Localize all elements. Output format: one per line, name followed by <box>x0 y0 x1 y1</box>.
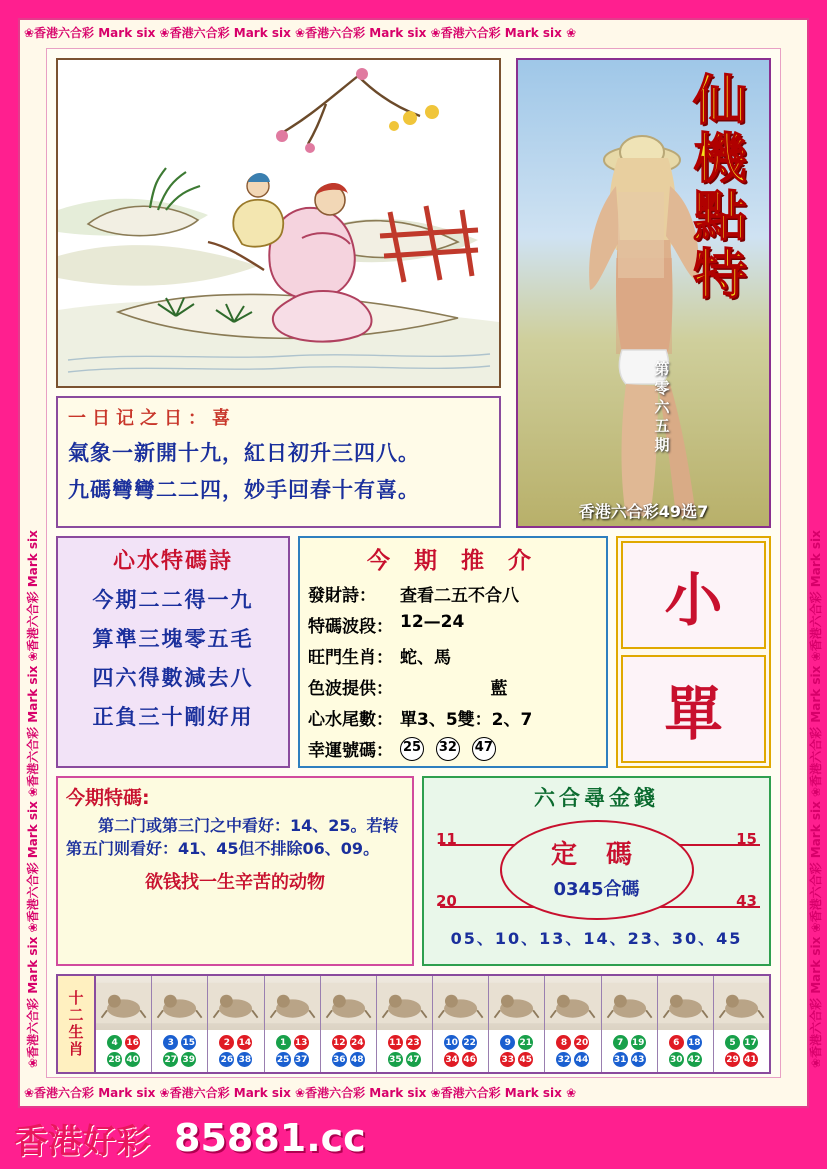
zodiac-number-ball: 1 <box>276 1035 291 1050</box>
zodiac-cell <box>545 976 601 1072</box>
zodiac-number-ball: 41 <box>743 1052 758 1067</box>
zodiac-number-ball: 9 <box>500 1035 515 1050</box>
zodiac-number-ball: 36 <box>332 1052 347 1067</box>
zodiac-numbers <box>545 1030 600 1072</box>
poster-panel <box>516 58 771 528</box>
zodiac-number-ball: 21 <box>518 1035 533 1050</box>
border-text-left: ❀香港六合彩 Mark six ❀香港六合彩 Mark six ❀香港六合彩 Mark six ❀香港六合彩 Mark six <box>26 530 40 1068</box>
zodiac-number-ball: 46 <box>462 1052 477 1067</box>
poster-footer: 香港六合彩49选7 <box>578 502 709 521</box>
lucky-ball: 47 <box>472 737 496 761</box>
zodiac-numbers <box>265 1030 320 1072</box>
zodiac-animal-icon <box>714 976 769 1030</box>
zodiac-number-row <box>725 1035 758 1050</box>
poem-line-2: 算準三塊零五毛 <box>92 627 254 651</box>
zodiac-number-row <box>332 1052 365 1067</box>
zodiac-animal-icon <box>602 976 657 1030</box>
zodiac-number-ball: 38 <box>237 1052 252 1067</box>
zodiac-cell <box>208 976 264 1072</box>
zodiac-number-row <box>276 1035 309 1050</box>
zodiac-number-ball: 11 <box>388 1035 403 1050</box>
poem-line-4: 正負三十剛好用 <box>92 705 254 729</box>
daily-verse-box <box>56 396 501 528</box>
zodiac-number-row <box>444 1035 477 1050</box>
illustration-canvas <box>58 60 499 386</box>
zodiac-number-ball: 34 <box>444 1052 459 1067</box>
special-code-box <box>56 776 414 966</box>
row-key: 特碼波段： <box>308 617 393 637</box>
zodiac-number-ball: 47 <box>406 1052 421 1067</box>
zodiac-cell <box>714 976 769 1072</box>
ink-painting-icon <box>58 60 499 386</box>
lucky-ball: 32 <box>436 737 460 761</box>
zodiac-cell <box>377 976 433 1072</box>
zodiac-cell <box>489 976 545 1072</box>
zodiac-number-ball: 37 <box>294 1052 309 1067</box>
money-box <box>422 776 771 966</box>
zodiac-number-ball: 20 <box>574 1035 589 1050</box>
zodiac-number-ball: 32 <box>556 1052 571 1067</box>
zodiac-number-ball: 19 <box>631 1035 646 1050</box>
zodiac-number-row <box>669 1052 702 1067</box>
zodiac-number-row <box>669 1035 702 1050</box>
zodiac-number-ball: 23 <box>406 1035 421 1050</box>
zodiac-number-ball: 5 <box>725 1035 740 1050</box>
zodiac-animal-icon <box>545 976 600 1030</box>
money-title: 六合尋金錢 <box>534 786 659 810</box>
zodiac-number-row <box>613 1035 646 1050</box>
row-value: 蛇、馬 <box>400 648 451 668</box>
zodiac-number-row <box>163 1035 196 1050</box>
zodiac-number-ball: 14 <box>237 1035 252 1050</box>
zodiac-number-ball: 16 <box>125 1035 140 1050</box>
border-text-top: ❀香港六合彩 Mark six ❀香港六合彩 Mark six ❀香港六合彩 Mark six ❀香港六合彩 Mark six ❀ <box>24 26 577 40</box>
zodiac-cell <box>602 976 658 1072</box>
zodiac-animal-icon <box>208 976 263 1030</box>
money-corner-bottom-left: 20 <box>436 892 457 910</box>
zodiac-number-row <box>219 1035 252 1050</box>
fixed-code-oval <box>500 820 694 920</box>
recommendation-row <box>308 674 598 699</box>
money-corner-bottom-right: 43 <box>736 892 757 910</box>
zodiac-numbers <box>489 1030 544 1072</box>
zodiac-number-ball: 48 <box>350 1052 365 1067</box>
zodiac-number-ball: 30 <box>669 1052 684 1067</box>
zodiac-number-row <box>500 1035 533 1050</box>
zodiac-number-row <box>107 1035 140 1050</box>
zodiac-animal-icon <box>152 976 207 1030</box>
poster-title: 仙機點特 <box>693 69 747 306</box>
zodiac-number-ball: 26 <box>219 1052 234 1067</box>
small-label: 小 <box>621 541 766 649</box>
zodiac-cell <box>433 976 489 1072</box>
zodiac-number-ball: 12 <box>332 1035 347 1050</box>
recommendation-row <box>308 643 598 668</box>
zodiac-number-ball: 25 <box>276 1052 291 1067</box>
zodiac-label-text: 十二生肖 <box>66 990 85 1058</box>
zodiac-number-row <box>725 1052 758 1067</box>
zodiac-number-ball: 24 <box>350 1035 365 1050</box>
zodiac-numbers <box>152 1030 207 1072</box>
poster-issue: 第零六五期 <box>654 360 670 454</box>
zodiac-number-ball: 31 <box>613 1052 628 1067</box>
verse-title: 一日记之日：喜 <box>68 408 236 429</box>
special-code-riddle: 欲钱找一生辛苦的动物 <box>145 872 325 893</box>
poem-title: 心水特碼詩 <box>112 549 233 574</box>
watermark-brand: 香港好彩 <box>14 1121 150 1162</box>
zodiac-number-ball: 43 <box>631 1052 646 1067</box>
watermark-url: 85881.cc <box>174 1116 366 1160</box>
recommendation-row <box>308 612 598 637</box>
zodiac-number-row <box>613 1052 646 1067</box>
row-key: 幸運號碼： <box>308 741 393 761</box>
zodiac-cell <box>658 976 714 1072</box>
zodiac-numbers <box>714 1030 769 1072</box>
lower-section <box>56 776 771 966</box>
zodiac-number-ball: 6 <box>669 1035 684 1050</box>
zodiac-number-ball: 18 <box>687 1035 702 1050</box>
row-value: 12—24 <box>400 612 465 632</box>
zodiac-numbers <box>433 1030 488 1072</box>
zodiac-cells <box>96 976 769 1072</box>
zodiac-number-ball: 2 <box>219 1035 234 1050</box>
zodiac-label <box>58 976 96 1072</box>
recommendation-title: 今 期 推 介 <box>366 548 540 574</box>
zodiac-number-row <box>219 1052 252 1067</box>
zodiac-cell <box>152 976 208 1072</box>
money-corner-top-left: 11 <box>436 830 457 848</box>
money-corner-top-right: 15 <box>736 830 757 848</box>
zodiac-animal-icon <box>321 976 376 1030</box>
zodiac-number-ball: 15 <box>181 1035 196 1050</box>
zodiac-number-row <box>276 1052 309 1067</box>
zodiac-animal-icon <box>658 976 713 1030</box>
verse-line-2: 九碼彎彎二二四，妙手回春十有喜。 <box>68 478 420 502</box>
zodiac-number-ball: 33 <box>500 1052 515 1067</box>
special-code-paragraph: 第二门或第三门之中看好：14、25。若转第五门则看好：41、45但不排除06、09。 <box>66 816 399 858</box>
recommendation-box <box>298 536 608 768</box>
zodiac-number-row <box>444 1052 477 1067</box>
border-text-bottom: ❀香港六合彩 Mark six ❀香港六合彩 Mark six ❀香港六合彩 Mark six ❀香港六合彩 Mark six ❀ <box>24 1086 577 1100</box>
money-grid <box>432 814 761 924</box>
special-code-title: 今期特碼: <box>66 787 150 809</box>
lucky-balls <box>400 736 598 761</box>
recommendation-row-lucky <box>308 736 598 761</box>
zodiac-numbers <box>658 1030 713 1072</box>
zodiac-animal-icon <box>265 976 320 1030</box>
zodiac-cell <box>265 976 321 1072</box>
zodiac-number-ball: 29 <box>725 1052 740 1067</box>
zodiac-cell <box>96 976 152 1072</box>
row-key: 發財詩： <box>308 586 376 606</box>
zodiac-number-ball: 4 <box>107 1035 122 1050</box>
money-footer-numbers: 05、10、13、14、23、30、45 <box>450 929 743 948</box>
single-label: 單 <box>621 655 766 763</box>
recommendation-row <box>308 705 598 730</box>
zodiac-number-ball: 8 <box>556 1035 571 1050</box>
zodiac-numbers <box>377 1030 432 1072</box>
watermark-bar <box>0 1109 827 1167</box>
zodiac-number-row <box>556 1052 589 1067</box>
zodiac-numbers <box>321 1030 376 1072</box>
zodiac-number-row <box>388 1052 421 1067</box>
zodiac-number-row <box>556 1035 589 1050</box>
zodiac-number-ball: 7 <box>613 1035 628 1050</box>
zodiac-strip <box>56 974 771 1074</box>
fixed-code-title: 定 碼 <box>550 840 643 870</box>
zodiac-numbers <box>602 1030 657 1072</box>
zodiac-number-ball: 13 <box>294 1035 309 1050</box>
row-value: 藍 <box>490 679 508 699</box>
recommendation-row <box>308 581 598 606</box>
poem-line-1: 今期二二得一九 <box>92 588 254 612</box>
zodiac-number-ball: 17 <box>743 1035 758 1050</box>
row-key: 色波提供： <box>308 679 393 699</box>
zodiac-number-row <box>332 1035 365 1050</box>
zodiac-number-ball: 27 <box>163 1052 178 1067</box>
row-value: 單3、5雙：2、7 <box>400 710 533 730</box>
row-value: 查看二五不合八 <box>400 586 519 606</box>
zodiac-number-row <box>163 1052 196 1067</box>
middle-section <box>56 536 771 768</box>
zodiac-animal-icon <box>433 976 488 1030</box>
zodiac-numbers <box>96 1030 151 1072</box>
poem-line-3: 四六得數減去八 <box>92 666 254 690</box>
zodiac-number-ball: 44 <box>574 1052 589 1067</box>
row-key: 心水尾數： <box>308 710 393 730</box>
verse-line-1: 氣象一新開十九，紅日初升三四八。 <box>68 441 420 465</box>
fixed-code-value: 0345合碼 <box>553 879 640 900</box>
zodiac-number-row <box>107 1052 140 1067</box>
illustration-box <box>56 58 501 388</box>
small-single-box <box>616 536 771 768</box>
zodiac-number-ball: 22 <box>462 1035 477 1050</box>
zodiac-animal-icon <box>377 976 432 1030</box>
zodiac-number-ball: 10 <box>444 1035 459 1050</box>
zodiac-animal-icon <box>96 976 151 1030</box>
top-section <box>56 58 771 528</box>
zodiac-animal-icon <box>489 976 544 1030</box>
border-text-right: ❀香港六合彩 Mark six ❀香港六合彩 Mark six ❀香港六合彩 Mark six ❀香港六合彩 Mark six <box>809 530 823 1068</box>
poem-box <box>56 536 290 768</box>
zodiac-numbers <box>208 1030 263 1072</box>
zodiac-cell <box>321 976 377 1072</box>
zodiac-number-ball: 35 <box>388 1052 403 1067</box>
zodiac-number-ball: 28 <box>107 1052 122 1067</box>
zodiac-number-ball: 40 <box>125 1052 140 1067</box>
lucky-ball: 25 <box>400 737 424 761</box>
row-key: 旺門生肖： <box>308 648 393 668</box>
zodiac-number-row <box>500 1052 533 1067</box>
zodiac-number-ball: 39 <box>181 1052 196 1067</box>
zodiac-number-ball: 45 <box>518 1052 533 1067</box>
zodiac-number-row <box>388 1035 421 1050</box>
zodiac-number-ball: 3 <box>163 1035 178 1050</box>
zodiac-number-ball: 42 <box>687 1052 702 1067</box>
